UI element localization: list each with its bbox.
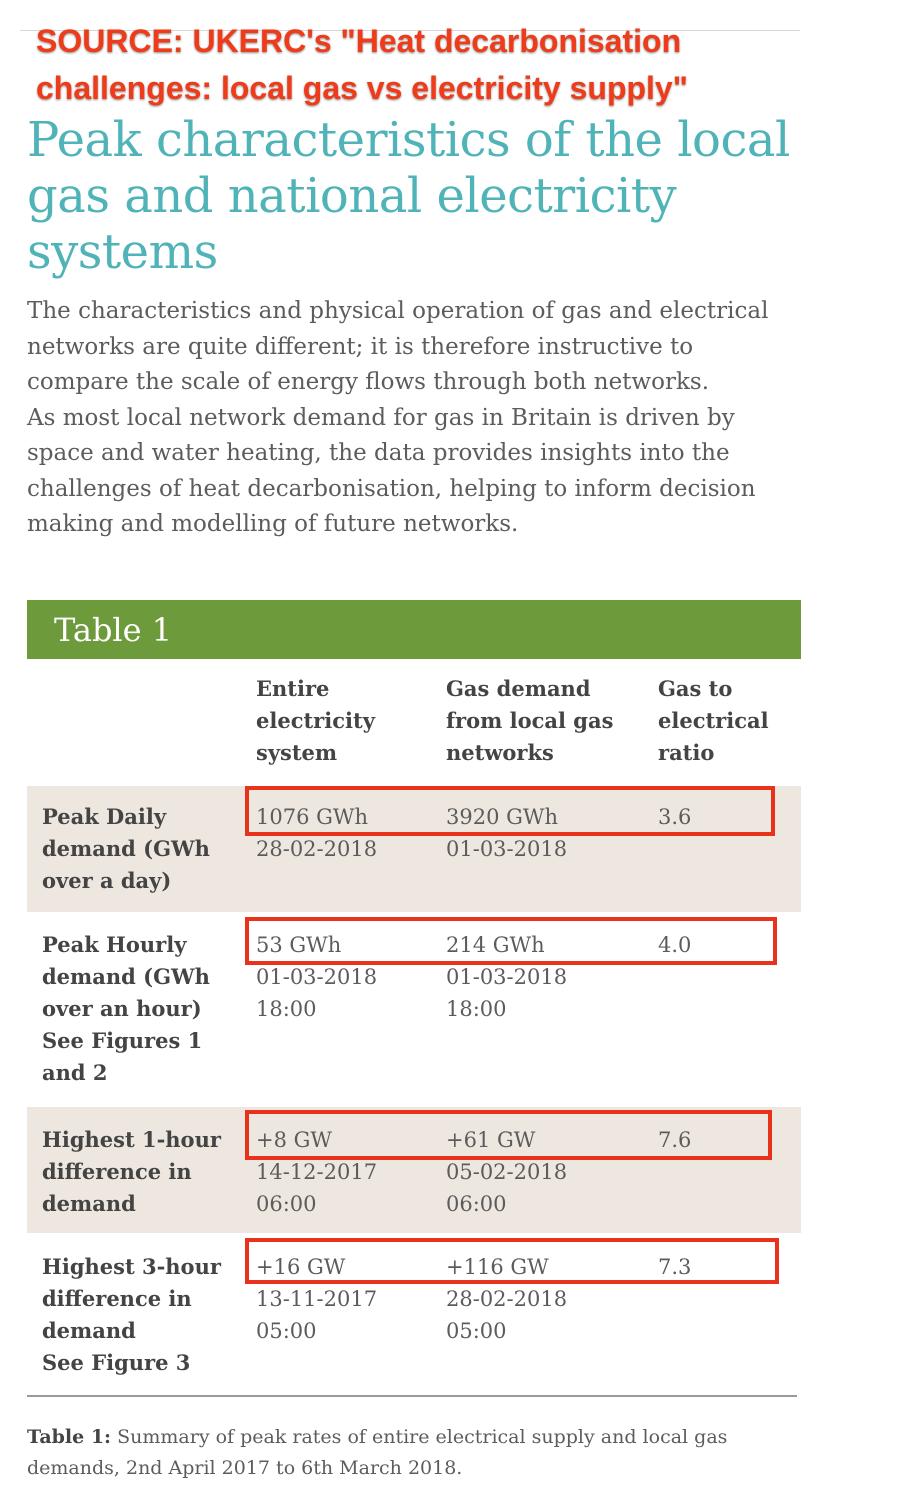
row-label-line: Highest 1-hour [42,1127,221,1152]
cell-date: 01-03-2018 [446,965,568,989]
intro-line: The characteristics and physical operation of gas and electrical [27,298,769,324]
cell-value: 214 GWh [446,933,545,957]
intro-line: networks are quite different; it is therefore instructive to [27,333,694,360]
cell-time: 05:00 [256,1319,317,1343]
cell-value: 7.3 [658,1255,692,1279]
row-label-line: demand [42,1318,136,1343]
row-label-line: demand (GWh [42,836,210,861]
cell-date: 14-12-2017 [256,1160,378,1184]
row-label-line: demand (GWh [42,964,210,989]
row-label-line: over an hour) [42,996,202,1021]
cell-time: 18:00 [256,997,317,1021]
cell-date: 13-11-2017 [256,1287,378,1311]
highlight-box-row-2 [245,917,777,965]
row-label-line: Peak Daily [42,804,167,829]
caption-label: Table 1: [27,1426,112,1448]
cell-value: +8 GW [256,1128,332,1152]
highlight-box-row-1 [245,786,775,836]
row-label [42,929,210,1089]
intro-paragraph [27,294,907,543]
cell-time: 06:00 [256,1192,317,1216]
intro-line: space and water heating, the data provides insights into the [27,440,730,466]
cell-date: 28-02-2018 [256,837,378,861]
column-header-line: system [256,740,338,765]
row-label-line: over a day) [42,868,172,893]
column-header-gas [446,673,613,769]
intro-line: compare the scale of energy flows through both networks. [27,369,710,395]
column-header-line: Gas demand [446,676,591,701]
column-header-line: electrical [658,708,769,733]
row-label-line: difference in [42,1286,192,1311]
cell-date: 28-02-2018 [446,1287,568,1311]
table-title: Table 1 [54,611,173,649]
highlight-box-row-4 [245,1238,779,1284]
caption-line-1 [27,1422,897,1453]
column-header-line: ratio [658,740,715,765]
row-label-line: See Figure 3 [42,1350,191,1375]
row-label-line: demand [42,1191,136,1216]
page-title [27,112,897,280]
intro-line: challenges of heat decarbonisation, helping to inform decision [27,475,756,502]
row-label [42,801,210,897]
row-label [42,1124,221,1220]
row-label-line: See Figures 1 [42,1028,203,1053]
cell-value: +16 GW [256,1255,346,1279]
row-label [42,1251,221,1379]
title-line-2: gas and national electricity [27,168,677,224]
column-header-line: from local gas [446,708,614,733]
cell-value: 4.0 [658,933,692,957]
column-header-line: electricity [256,708,375,733]
cell-date: 01-03-2018 [446,837,568,861]
row-label-line: and 2 [42,1060,108,1085]
table-title-bar [27,600,801,659]
source-banner-line-2: challenges: local gas vs electricity supply" [36,70,688,106]
highlight-box-row-3 [245,1110,772,1160]
caption-line-2: demands, 2nd April 2017 to 6th March 2018. [27,1457,463,1479]
table-caption [27,1422,897,1484]
source-banner [36,18,896,112]
intro-line: As most local network demand for gas in Britain is driven by [27,404,735,431]
caption-text: Summary of peak rates of entire electrical supply and local gas [111,1426,728,1448]
cell-value: 3920 GWh [446,805,559,829]
cell-value: 3.6 [658,805,692,829]
column-header-ratio [658,673,769,769]
title-line-1: Peak characteristics of the local [27,112,790,168]
column-header-electricity [256,673,375,769]
intro-line: making and modelling of future networks. [27,511,519,537]
cell-date: 05-02-2018 [446,1160,568,1184]
cell-value: 7.6 [658,1128,692,1152]
cell-value: +116 GW [446,1255,549,1279]
column-header-line: networks [446,740,554,765]
row-label-line: Highest 3-hour [42,1254,221,1279]
cell-time: 05:00 [446,1319,507,1343]
column-header-line: Entire [256,676,330,701]
cell-value: 1076 GWh [256,805,369,829]
row-label-line: difference in [42,1159,192,1184]
table-bottom-rule [27,1395,797,1397]
cell-value: +61 GW [446,1128,536,1152]
cell-time: 18:00 [446,997,507,1021]
source-banner-line-1: SOURCE: UKERC's "Heat decarbonisation [36,23,682,59]
cell-date: 01-03-2018 [256,965,378,989]
row-label-line: Peak Hourly [42,932,187,957]
cell-value: 53 GWh [256,933,342,957]
column-header-line: Gas to [658,676,733,701]
cell-time: 06:00 [446,1192,507,1216]
title-line-3: systems [27,224,218,280]
